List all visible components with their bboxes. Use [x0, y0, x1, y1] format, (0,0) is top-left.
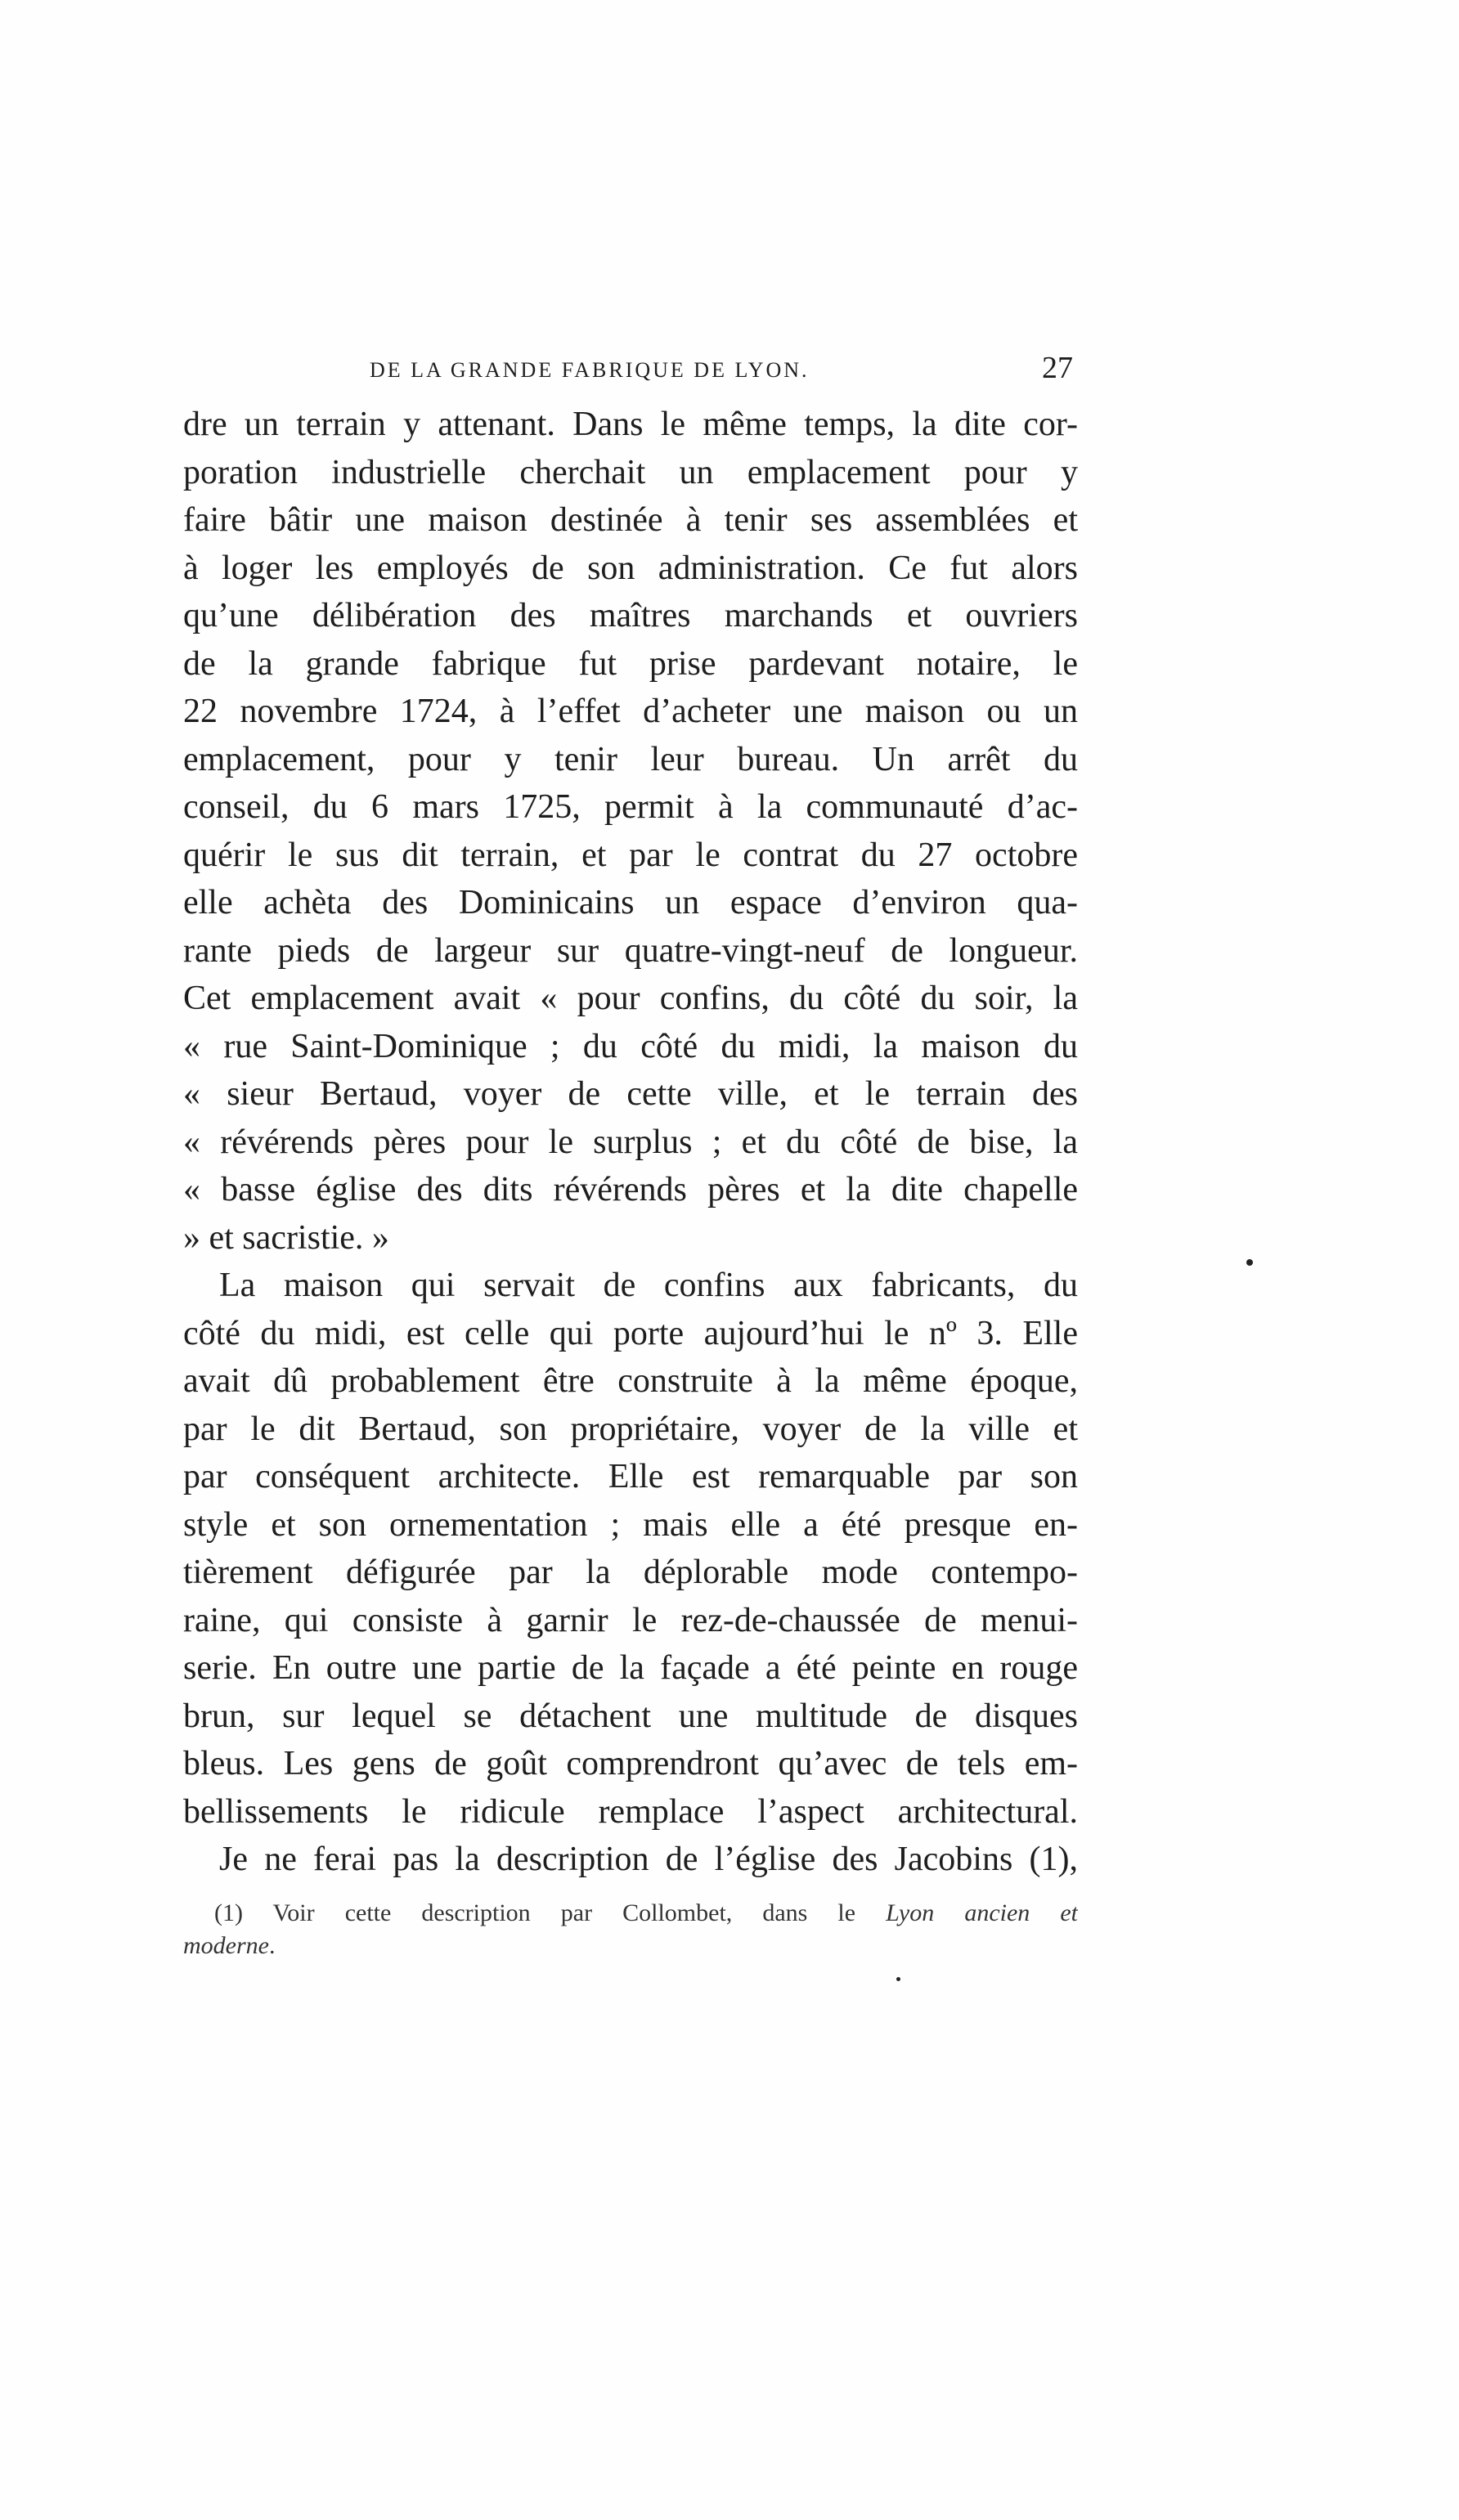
footnote-line	[183, 1930, 1078, 1962]
text-line: bellissements le ridicule remplace l’aspect architectural.	[183, 1792, 1078, 1831]
text-line: elle achèta des Dominicains un espace d’environ qua-	[183, 884, 1078, 921]
text-line: « rue Saint-Dominique ; du côté du midi, la maison du	[183, 1027, 1078, 1065]
text-line: « basse église des dits révérends pères et la dite chapelle	[183, 1171, 1078, 1208]
text-line: emplacement, pour y tenir leur bureau. Un arrêt du	[183, 740, 1078, 778]
text-line: Je ne ferai pas la description de l’église des Jacobins (1),	[219, 1841, 1078, 1878]
footnote-line	[183, 1897, 1078, 1930]
text-line: « sieur Bertaud, voyer de cette ville, et le terrain des	[183, 1075, 1078, 1113]
text-line: La maison qui servait de confins aux fabricants, du	[219, 1267, 1078, 1304]
ink-speck	[896, 1977, 900, 1981]
text-line: style et son ornementation ; mais elle a été presque en-	[183, 1505, 1078, 1544]
text-line: par conséquent architecte. Elle est remarquable par son	[183, 1458, 1078, 1495]
text-line: » et sacristie. »	[183, 1218, 389, 1257]
text-line: qu’une délibération des maîtres marchands et ouvriers	[183, 597, 1078, 634]
text-line: « révérends pères pour le surplus ; et du côté de bise, la	[183, 1123, 1078, 1161]
footnote	[183, 1897, 1078, 1962]
text-line: faire bâtir une maison destinée à tenir ses assemblées et	[183, 501, 1078, 539]
text-line: de la grande fabrique fut prise pardevant notaire, le	[183, 644, 1078, 683]
running-head: DE LA GRANDE FABRIQUE DE LYON.	[370, 358, 810, 382]
text-line: raine, qui consiste à garnir le rez-de-chaussée de menui-	[183, 1601, 1078, 1639]
footnote-title: moderne	[183, 1932, 269, 1959]
text-line: Cet emplacement avait « pour confins, du côté du soir, la	[183, 980, 1078, 1017]
ink-speck	[1246, 1259, 1253, 1266]
text-line: 22 novembre 1724, à l’effet d’acheter une maison ou un	[183, 693, 1078, 730]
text-line: bleus. Les gens de goût comprendront qu’avec de tels em-	[183, 1745, 1078, 1782]
footnote-text: (1) Voir cette description par Collombet, dans le	[214, 1899, 887, 1926]
text-line: à loger les employés de son administration. Ce fut alors	[183, 549, 1078, 587]
body-text	[183, 401, 1078, 1884]
text-line: conseil, du 6 mars 1725, permit à la communauté d’ac-	[183, 788, 1078, 826]
text-line: brun, sur lequel se détachent une multitude de disques	[183, 1697, 1078, 1735]
footnote-text: .	[268, 1932, 276, 1959]
text-line: serie. En outre une partie de la façade a été peinte en rouge	[183, 1649, 1078, 1687]
text-line: par le dit Bertaud, son propriétaire, voyer de la ville et	[183, 1410, 1078, 1448]
text-line: tièrement défigurée par la déplorable mode contempo-	[183, 1554, 1078, 1591]
text-line: dre un terrain y attenant. Dans le même temps, la dite cor-	[183, 406, 1078, 443]
text-line: quérir le sus dit terrain, et par le contrat du 27 octobre	[183, 836, 1078, 874]
text-line: poration industrielle cherchait un emplacement pour y	[183, 453, 1078, 491]
text-line: avait dû probablement être construite à la même époque,	[183, 1362, 1078, 1400]
text-line: rante pieds de largeur sur quatre-vingt-neuf de longueur.	[183, 931, 1078, 970]
page-header	[182, 350, 1081, 399]
text-line: côté du midi, est celle qui porte aujourd’hui le nº 3. Elle	[183, 1314, 1078, 1352]
page-number: 27	[1042, 351, 1073, 385]
footnote-title: Lyon ancien et	[886, 1899, 1078, 1926]
